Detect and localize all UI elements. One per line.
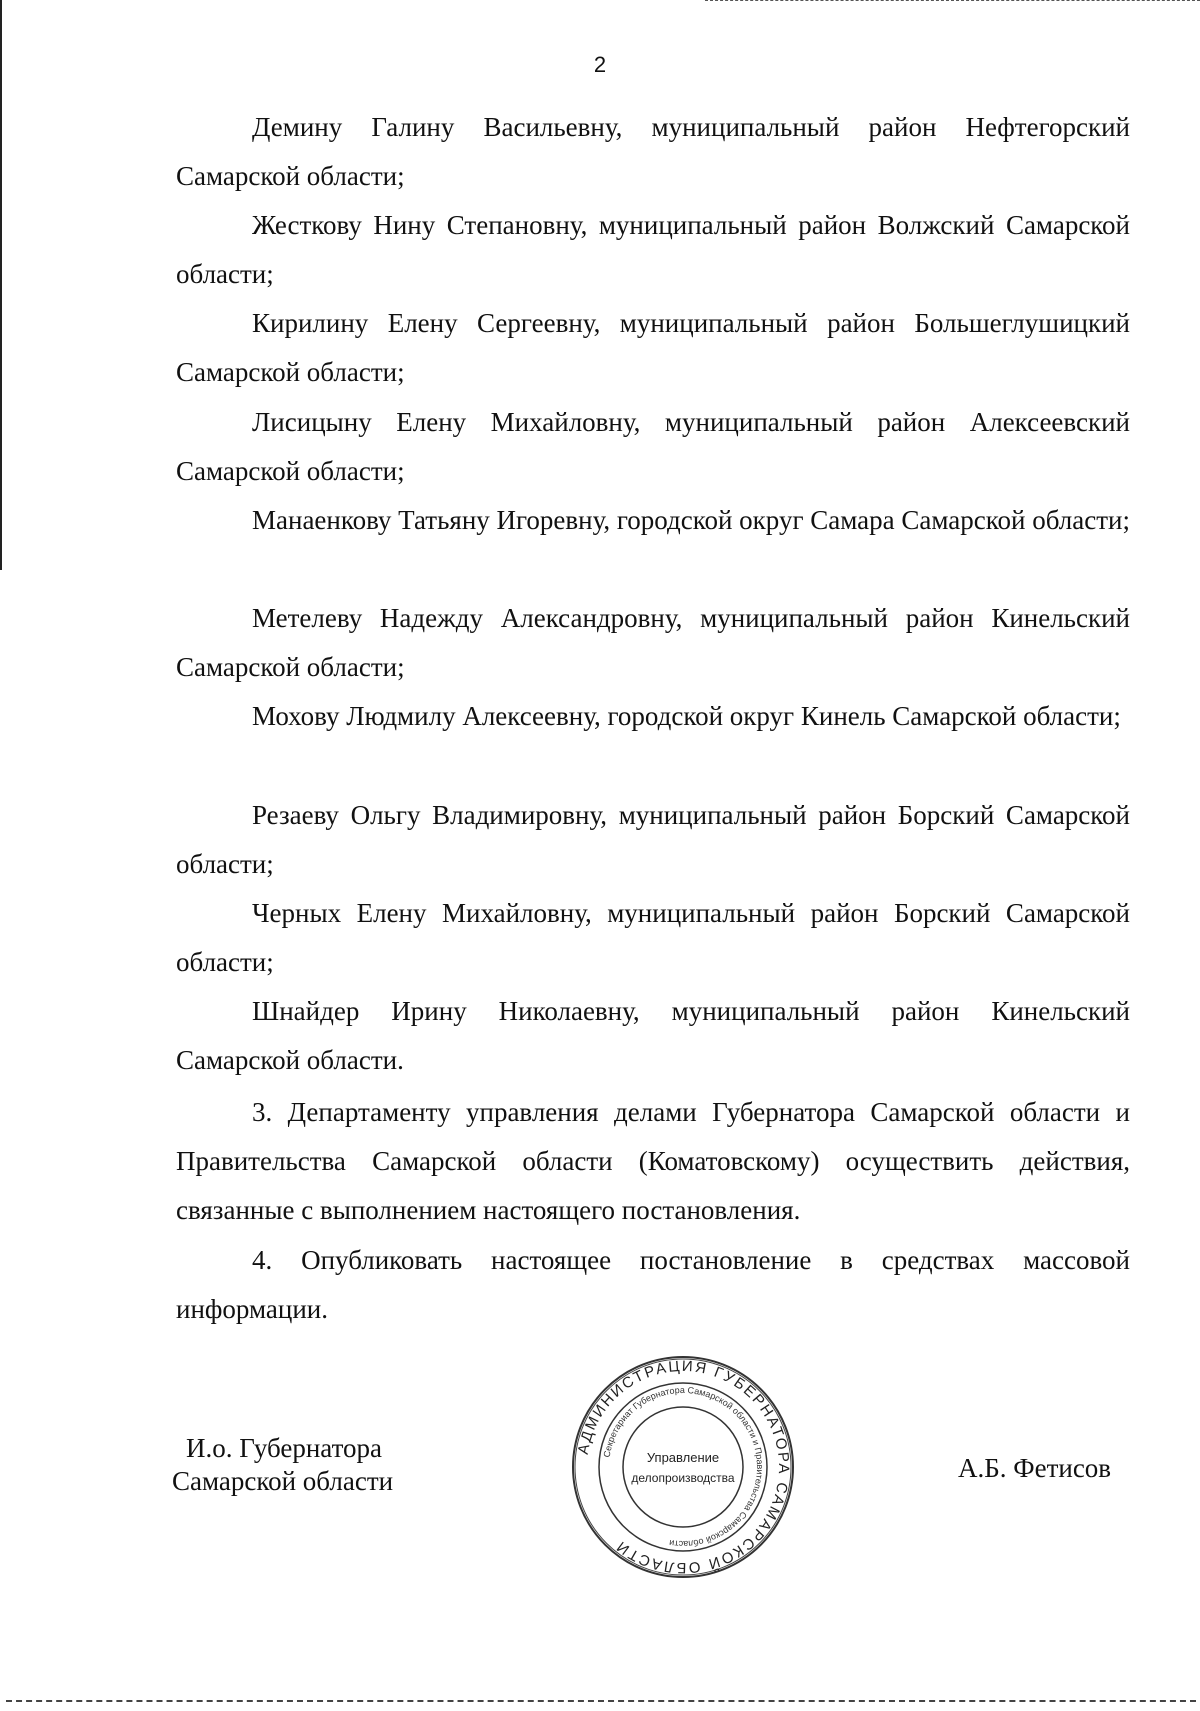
stamp-middle-text: Секретариат Губернатора Самарской области и Правительства Самарской области [601,1384,766,1550]
scan-top-line [705,0,1200,2]
list-item: Лисицыну Елену Михайловну, муниципальный район Алексеевский Самарской области; [176,407,1130,486]
stamp-center-line2: делопроизводства [631,1471,735,1485]
clause-4: 4. Опубликовать настоящее постановление в средствах массовой информации. [176,1245,1130,1324]
list-item: Жесткову Нину Степановну, муниципальный район Волжский Самарской области; [176,210,1130,289]
list-item: Резаеву Ольгу Владимировну, муниципальный район Борский Самарской области; [176,800,1130,879]
scan-edge-line [0,0,2,570]
signatory-title-line2: Самарской области [172,1466,394,1496]
list-item: Шнайдер Ирину Николаевну, муниципальный район Кинельский Самарской области. [176,996,1130,1075]
svg-text:Секретариат Губернатора Самарс [602,1385,765,1549]
list-item: Метелеву Надежду Александровну, муниципальный район Кинельский Самарской области; [176,603,1130,682]
list-item: Мохову Людмилу Алексеевну, городской округ Кинель Самарской области; [252,701,1121,731]
scan-bottom-line [6,1700,1196,1703]
signatory-name: А.Б. Фетисов [958,1453,1112,1483]
official-seal-stamp [568,1352,798,1582]
list-item: Кирилину Елену Сергеевну, муниципальный район Большеглушицкий Самарской области; [176,308,1130,387]
list-item: Манаенкову Татьяну Игоревну, городской округ Самара Самарской области; [252,505,1130,535]
stamp-outer-text: АДМИНИСТРАЦИЯ ГУБЕРНАТОРА САМАРСКОЙ ОБЛАСТИ [574,1357,793,1577]
page-number: 2 [593,52,607,77]
clause-3: 3. Департаменту управления делами Губернатора Самарской области и Правительства Самарской области (Коматовскому) осуществить действия, связанные с выполнением настоящего постановления. [176,1097,1130,1225]
list-item: Черных Елену Михайловну, муниципальный район Борский Самарской области; [176,898,1130,977]
signatory-title-line1: И.о. Губернатора [186,1433,383,1463]
signatory-title [172,1432,393,1498]
stamp-center-line1: Управление [646,1450,720,1465]
list-item: Демину Галину Васильевну, муниципальный район Нефтегорский Самарской области; [176,112,1130,191]
